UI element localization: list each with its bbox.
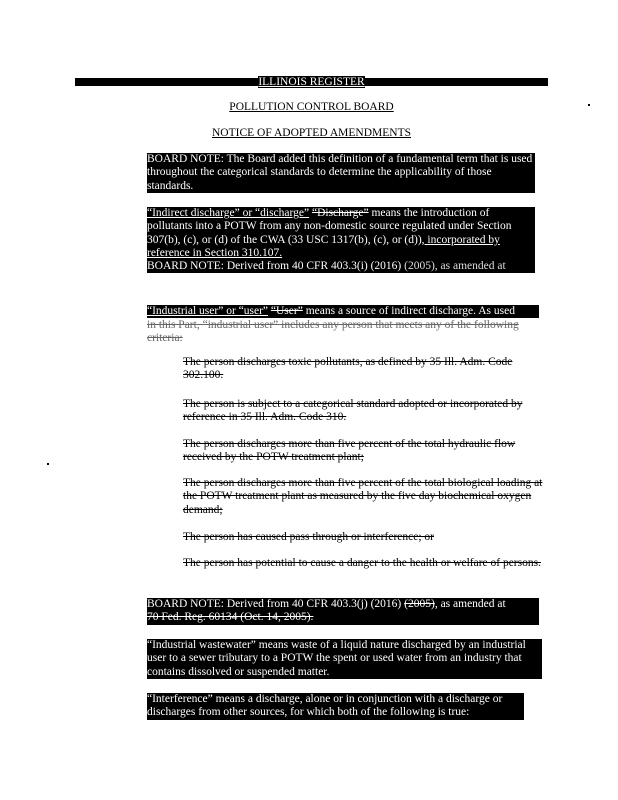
board-note-2-struck: (2005) xyxy=(404,598,435,610)
board-note-2 xyxy=(147,598,539,625)
indirect-discharge-text: means the introduction of pollutants into a POTW from any non-domestic source regulated under Section 307(b), (c), or (d) of the CWA (33 USC 1317(b), (c), or (d)), xyxy=(147,207,512,246)
industrial-user-text: means a source of indirect discharge. As used xyxy=(302,305,515,317)
board-note-1 xyxy=(147,153,535,193)
industrial-wastewater-text: “Industrial wastewater” means waste of a liquid nature discharged by an industrial user to a sewer tributary to a POTW the spent or used water from an industry that contains dissolved or suspended matter. xyxy=(147,639,526,678)
register-heading xyxy=(75,76,548,89)
industrial-user-intro: “Industrial user” or “user” xyxy=(147,305,269,317)
indirect-discharge-note-tail: (2005), as amended at xyxy=(404,260,506,273)
criteria-item-5: The person has caused pass through or interference; or xyxy=(183,531,434,543)
register-title: ILLINOIS REGISTER xyxy=(258,76,365,88)
criteria-item-3: The person discharges more than five percent of the total hydraulic flow received by the POTW treatment plant; xyxy=(183,438,516,464)
scan-speck xyxy=(588,104,590,106)
indirect-discharge-struck: “Discharge” xyxy=(311,207,369,219)
board-note-2-prefix: BOARD NOTE: Derived from 40 CFR 403.3(j) (2016) xyxy=(147,598,402,610)
industrial-user-criteria: in this Part, “industrial user” includes any person that meets any of the following criteria: xyxy=(147,319,519,345)
scan-speck xyxy=(47,463,49,465)
industrial-user-struck: “User” xyxy=(270,305,303,317)
board-heading xyxy=(75,101,548,114)
board-note-1-text: BOARD NOTE: The Board added this definition of a fundamental term that is used throughout the categorical standards to determine the applicability of those standards. xyxy=(147,153,533,192)
indirect-discharge-incorporated: incorporated by reference in Section 310.107. xyxy=(147,233,500,259)
criteria-item-2: The person is subject to a categorical standard adopted or incorporated by reference in 35 Ill. Adm. Code 310. xyxy=(183,398,523,424)
notice-title: NOTICE OF ADOPTED AMENDMENTS xyxy=(211,127,412,139)
criteria-item-6: The person has potential to cause a danger to the health or welfare of persons. xyxy=(183,557,541,569)
industrial-user-definition xyxy=(147,305,539,318)
industrial-wastewater-definition xyxy=(147,639,542,679)
indirect-discharge-term: “Indirect discharge” or “discharge” xyxy=(147,207,310,219)
criteria-item-4: The person discharges more than five percent of the total biological loading at the POTW treatment plant as measured by the five day biochemical oxygen demand; xyxy=(183,477,543,516)
board-note-2-suffix: , as amended at xyxy=(434,598,506,610)
notice-heading xyxy=(75,127,548,140)
industrial-user-line2 xyxy=(147,319,547,346)
criteria-item-1: The person discharges toxic pollutants, as defined by 35 Ill. Adm. Code 302.100. xyxy=(183,356,513,382)
interference-definition xyxy=(147,693,524,720)
interference-text: “Interference” means a discharge, alone or in conjunction with a discharge or discharges from other sources, for which both of the following is true: xyxy=(147,693,503,719)
indirect-discharge-definition xyxy=(147,207,535,273)
board-title: POLLUTION CONTROL BOARD xyxy=(229,101,394,113)
indirect-discharge-note: BOARD NOTE: Derived from 40 CFR 403.3(i) (2016) xyxy=(147,260,402,273)
board-note-2-line2: 70 Fed. Reg. 60134 (Oct. 14, 2005). xyxy=(147,611,314,624)
